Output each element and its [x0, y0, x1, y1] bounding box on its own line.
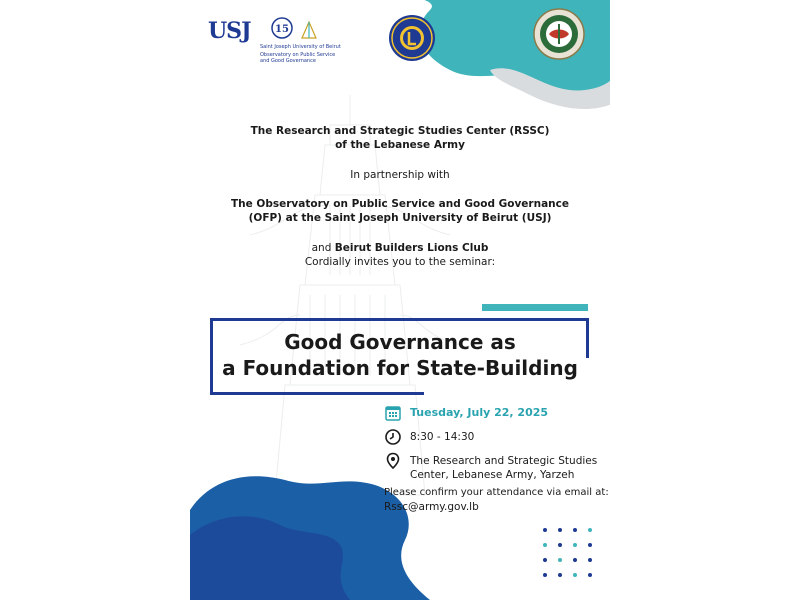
usj-150-anniversary-emblem — [270, 16, 294, 40]
title-frame-bottom — [210, 392, 424, 395]
rsvp-email[interactable]: Rssc@army.gov.lb — [384, 501, 479, 513]
partner-club-line — [190, 241, 610, 255]
usj-book-icon — [300, 18, 318, 40]
usj-observatory-name: Observatory on Public Service and Good Governance — [260, 52, 336, 64]
svg-text:15: 15 — [275, 24, 289, 35]
organizer-line-1: The Research and Strategic Studies Center (RSSC) — [250, 125, 550, 137]
usj-logo-text: USJ — [208, 18, 251, 44]
usj-logo — [208, 14, 348, 66]
seminar-flyer — [190, 0, 610, 600]
organizer-line-2: of the Lebanese Army — [335, 139, 465, 151]
lions-club-seal — [388, 14, 436, 62]
seminar-title-line-2: a Foundation for State-Building — [222, 356, 578, 380]
lions-club-name: Beirut Builders Lions Club — [334, 242, 489, 254]
seminar-title-line-1: Good Governance as — [284, 330, 516, 354]
event-location-line-1: The Research and Strategic Studies — [410, 455, 598, 467]
calendar-icon — [384, 404, 402, 422]
partner-line-2: (OFP) at the Saint Joseph University of Beirut (USJ) — [248, 212, 552, 224]
title-frame-top — [210, 318, 588, 321]
invitation-text: Cordially invites you to the seminar: — [304, 256, 496, 268]
partner-line-1: The Observatory on Public Service and Good Governance — [231, 198, 569, 210]
event-date: Tuesday, July 22, 2025 — [410, 406, 549, 419]
army-rssc-seal — [533, 8, 585, 60]
clock-icon — [384, 428, 402, 446]
location-pin-icon — [384, 452, 402, 470]
event-location-line-2: Center, Lebanese Army, Yarzeh — [410, 469, 575, 481]
rsvp-text: Please confirm your attendance via email at: — [384, 487, 609, 498]
accent-bar — [482, 304, 588, 311]
partnership-intro: In partnership with — [350, 169, 450, 181]
usj-university-name: Saint Joseph University of Beirut — [260, 44, 341, 50]
dot-grid-decoration — [540, 525, 600, 587]
event-time: 8:30 - 14:30 — [410, 431, 475, 443]
and-prefix: and — [311, 242, 335, 254]
